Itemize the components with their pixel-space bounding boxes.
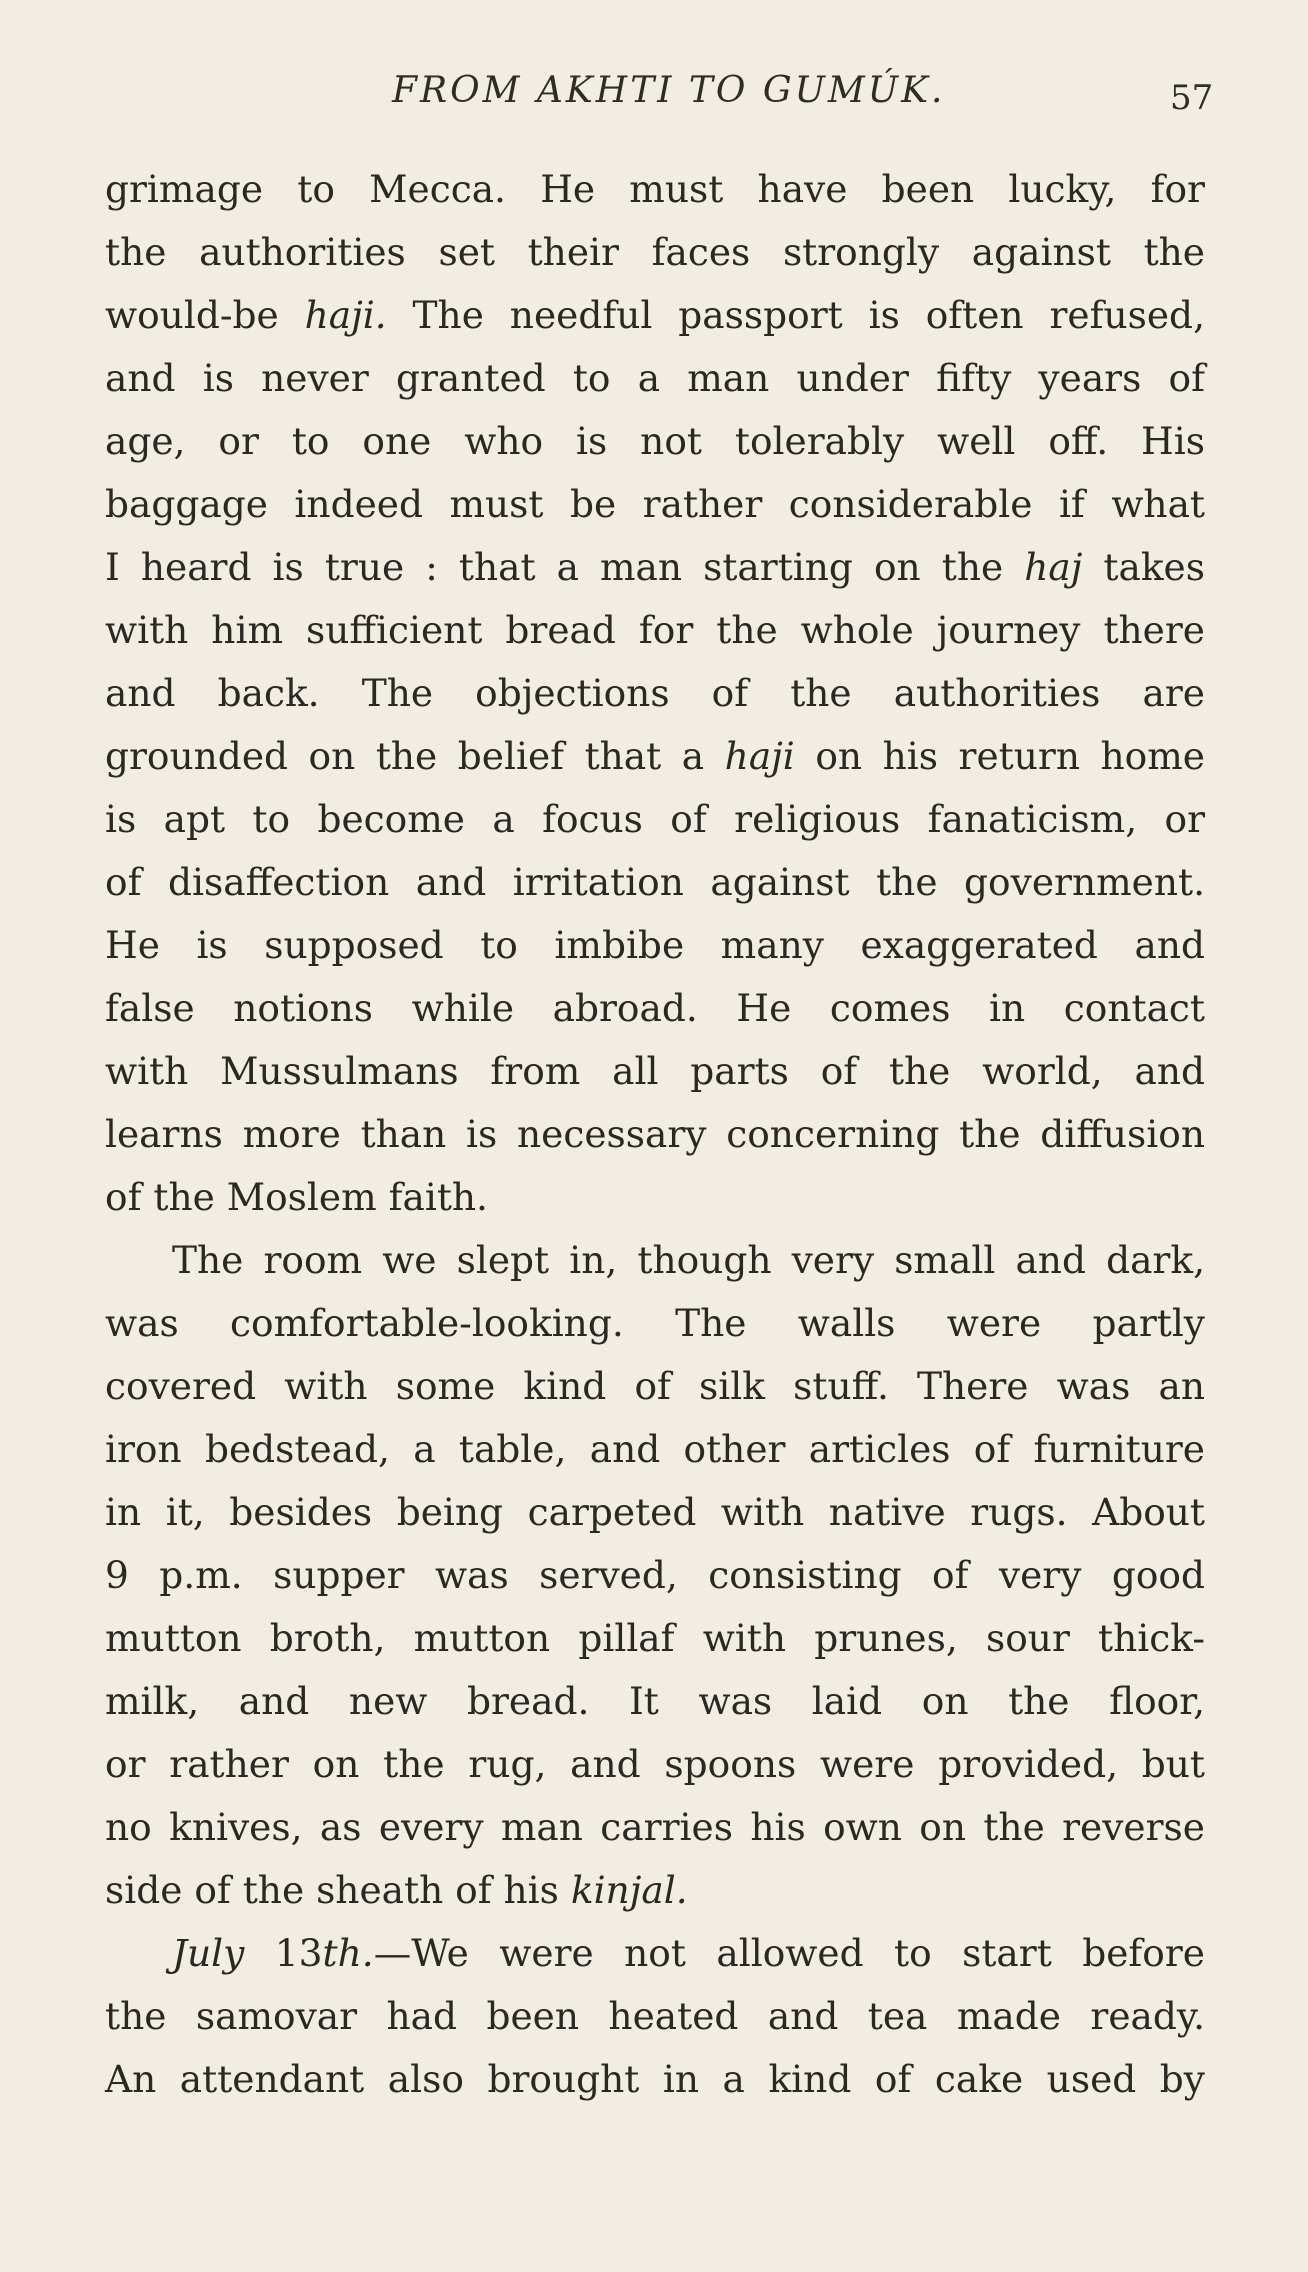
text-segment: with him sufficient bread for the whole journey there xyxy=(105,608,1205,652)
text-line xyxy=(105,284,1205,347)
text-line xyxy=(105,1418,1205,1481)
text-line xyxy=(105,1670,1205,1733)
text-line xyxy=(105,977,1205,1040)
body-text xyxy=(105,158,1205,2111)
text-line xyxy=(105,788,1205,851)
text-segment: or rather on the rug, and spoons were provided, but xyxy=(105,1742,1205,1786)
text-segment: and is never granted to a man under fifty years of xyxy=(105,356,1205,400)
text-segment: side of the sheath of his xyxy=(105,1868,571,1912)
text-line xyxy=(105,1607,1205,1670)
text-segment: would-be xyxy=(105,293,305,337)
text-segment: 13 xyxy=(244,1931,323,1975)
text-segment: iron bedstead, a table, and other articles of furniture xyxy=(105,1427,1205,1471)
text-line xyxy=(105,851,1205,914)
text-line xyxy=(105,1103,1205,1166)
italic-text-segment: July xyxy=(172,1931,245,1975)
text-segment: grounded on the belief that a xyxy=(105,734,725,778)
text-segment: was comfortable-looking. The walls were partly xyxy=(105,1301,1205,1345)
text-segment: An attendant also brought in a kind of cake used by xyxy=(105,2057,1205,2101)
italic-text-segment: kinjal. xyxy=(570,1868,688,1912)
text-segment: milk, and new bread. It was laid on the floor, xyxy=(105,1679,1205,1723)
text-line xyxy=(105,1796,1205,1859)
text-line xyxy=(105,1922,1205,1985)
text-segment: mutton broth, mutton pillaf with prunes, sour thick- xyxy=(105,1616,1205,1660)
text-segment: in it, besides being carpeted with native rugs. About xyxy=(105,1490,1205,1534)
text-line xyxy=(105,1481,1205,1544)
text-line xyxy=(105,725,1205,788)
text-segment: of the Moslem faith. xyxy=(105,1175,488,1219)
text-line xyxy=(105,1985,1205,2048)
text-line xyxy=(105,914,1205,977)
text-segment: no knives, as every man carries his own on the reverse xyxy=(105,1805,1205,1849)
running-title: FROM AKHTI TO GUMÚK. xyxy=(392,70,946,111)
text-line xyxy=(105,1292,1205,1355)
text-segment: age, or to one who is not tolerably well off. His xyxy=(105,419,1205,463)
text-segment: of disaffection and irritation against the government. xyxy=(105,860,1205,904)
text-line xyxy=(105,410,1205,473)
text-segment: baggage indeed must be rather considerable if what xyxy=(105,482,1205,526)
text-segment: He is supposed to imbibe many exaggerated and xyxy=(105,923,1205,967)
text-segment: is apt to become a focus of religious fanaticism, or xyxy=(105,797,1205,841)
text-line xyxy=(105,1229,1205,1292)
text-line xyxy=(105,1166,1205,1229)
text-segment: The room we slept in, though very small and dark, xyxy=(172,1238,1205,1282)
text-segment: —We were not allowed to start before xyxy=(373,1931,1205,1975)
text-line xyxy=(105,1544,1205,1607)
text-segment: the samovar had been heated and tea made ready. xyxy=(105,1994,1205,2038)
text-line xyxy=(105,2048,1205,2111)
italic-text-segment: haj xyxy=(1024,545,1083,589)
text-line xyxy=(105,347,1205,410)
text-segment: false notions while abroad. He comes in contact xyxy=(105,986,1205,1030)
text-line xyxy=(105,662,1205,725)
text-line xyxy=(105,473,1205,536)
text-segment: 9 p.m. supper was served, consisting of very good xyxy=(105,1553,1205,1597)
italic-text-segment: haji. xyxy=(304,293,387,337)
text-line xyxy=(105,221,1205,284)
text-segment: I heard is true : that a man starting on the xyxy=(105,545,1025,589)
italic-text-segment: haji xyxy=(724,734,795,778)
text-segment: on his return home xyxy=(794,734,1205,778)
text-segment: covered with some kind of silk stuff. There was an xyxy=(105,1364,1205,1408)
text-segment: grimage to Mecca. He must have been lucky, for xyxy=(105,167,1205,211)
text-line xyxy=(105,1040,1205,1103)
text-segment: the authorities set their faces strongly against the xyxy=(105,230,1205,274)
text-segment: The needful passport is often refused, xyxy=(386,293,1205,337)
text-line xyxy=(105,536,1205,599)
text-segment: and back. The objections of the authorities are xyxy=(105,671,1205,715)
page-number: 57 xyxy=(1170,78,1214,118)
text-line xyxy=(105,599,1205,662)
text-line xyxy=(105,1355,1205,1418)
italic-text-segment: th. xyxy=(322,1931,374,1975)
text-line xyxy=(105,1733,1205,1796)
text-segment: learns more than is necessary concerning the diffusion xyxy=(105,1112,1205,1156)
running-head xyxy=(0,70,1308,120)
text-line xyxy=(105,1859,1205,1922)
text-segment: with Mussulmans from all parts of the world, and xyxy=(105,1049,1205,1093)
text-line xyxy=(105,158,1205,221)
text-segment: takes xyxy=(1082,545,1205,589)
